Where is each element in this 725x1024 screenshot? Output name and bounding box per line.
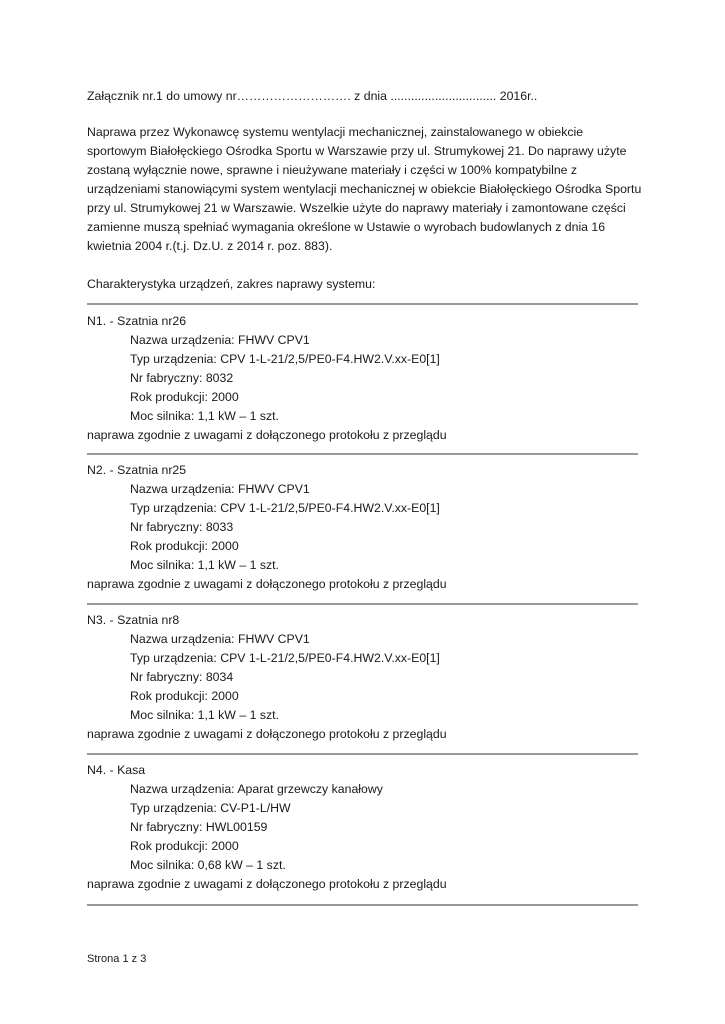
intro-line: przy ul. Strumykowej 21 w Warszawie. Wszelkie użyte do naprawy materiały i zamontowane części <box>87 201 626 215</box>
device-note: naprawa zgodnie z uwagami z dołączonego protokołu z przeglądu <box>87 577 447 591</box>
section-heading: Charakterystyka urządzeń, zakres naprawy systemu: <box>87 277 376 291</box>
device-name: Nazwa urządzenia: FHWV CPV1 <box>130 632 310 646</box>
device-block-n4 <box>87 761 638 894</box>
device-power: Moc silnika: 1,1 kW – 1 szt. <box>130 558 279 572</box>
device-title: N3. - Szatnia nr8 <box>87 613 180 627</box>
intro-line: sportowym Białołęckiego Ośrodka Sportu w Warszawie przy ul. Strumykowej 21. Do naprawy użyte <box>87 144 627 158</box>
attachment-header: Załącznik nr.1 do umowy nr………………………. z dnia ............................... 2016r.. <box>87 89 538 103</box>
device-serial: Nr fabryczny: HWL00159 <box>130 820 268 834</box>
device-block-n1 <box>87 312 638 445</box>
device-name: Nazwa urządzenia: Aparat grzewczy kanałowy <box>130 782 383 796</box>
horizontal-rule <box>87 453 638 455</box>
device-type: Typ urządzenia: CPV 1-L-21/2,5/PE0-F4.HW2.V.xx-E0[1] <box>130 352 440 366</box>
device-note: naprawa zgodnie z uwagami z dołączonego protokołu z przeglądu <box>87 428 447 442</box>
intro-line: urządzeniami stanowiącymi system wentylacji mechanicznej w obiekcie Białołęckiego Ośrodka Sportu <box>87 182 642 196</box>
horizontal-rule <box>87 753 638 755</box>
device-type: Typ urządzenia: CPV 1-L-21/2,5/PE0-F4.HW2.V.xx-E0[1] <box>130 501 440 515</box>
intro-line: zamienne muszą spełniać wymagania określone w Ustawie o wyrobach budowlanych z dnia 16 <box>87 220 606 234</box>
device-year: Rok produkcji: 2000 <box>130 390 239 404</box>
device-serial: Nr fabryczny: 8032 <box>130 371 234 385</box>
device-type: Typ urządzenia: CPV 1-L-21/2,5/PE0-F4.HW2.V.xx-E0[1] <box>130 651 440 665</box>
intro-paragraph <box>87 123 647 256</box>
page-number: Strona 1 z 3 <box>87 953 147 965</box>
device-year: Rok produkcji: 2000 <box>130 689 239 703</box>
device-title: N2. - Szatnia nr25 <box>87 463 187 477</box>
device-serial: Nr fabryczny: 8033 <box>130 520 234 534</box>
device-type: Typ urządzenia: CV-P1-L/HW <box>130 801 291 815</box>
device-block-n3 <box>87 611 638 744</box>
intro-line: kwietnia 2004 r.(t.j. Dz.U. z 2014 r. poz. 883). <box>87 239 333 253</box>
device-name: Nazwa urządzenia: FHWV CPV1 <box>130 482 310 496</box>
device-title: N1. - Szatnia nr26 <box>87 314 187 328</box>
horizontal-rule <box>87 303 638 305</box>
device-name: Nazwa urządzenia: FHWV CPV1 <box>130 333 310 347</box>
device-serial: Nr fabryczny: 8034 <box>130 670 234 684</box>
intro-line: Naprawa przez Wykonawcę systemu wentylacji mechanicznej, zainstalowanego w obiekcie <box>87 125 584 139</box>
device-power: Moc silnika: 1,1 kW – 1 szt. <box>130 409 279 423</box>
device-title: N4. - Kasa <box>87 763 146 777</box>
device-note: naprawa zgodnie z uwagami z dołączonego protokołu z przeglądu <box>87 877 447 891</box>
device-power: Moc silnika: 1,1 kW – 1 szt. <box>130 708 279 722</box>
intro-line: zostaną wyłącznie nowe, sprawne i nieużywane materiały i części w 100% kompatybilne z <box>87 163 578 177</box>
horizontal-rule <box>87 904 638 906</box>
device-power: Moc silnika: 0,68 kW – 1 szt. <box>130 858 286 872</box>
horizontal-rule <box>87 603 638 605</box>
device-year: Rok produkcji: 2000 <box>130 539 239 553</box>
device-year: Rok produkcji: 2000 <box>130 839 239 853</box>
device-block-n2 <box>87 461 638 594</box>
device-note: naprawa zgodnie z uwagami z dołączonego protokołu z przeglądu <box>87 727 447 741</box>
